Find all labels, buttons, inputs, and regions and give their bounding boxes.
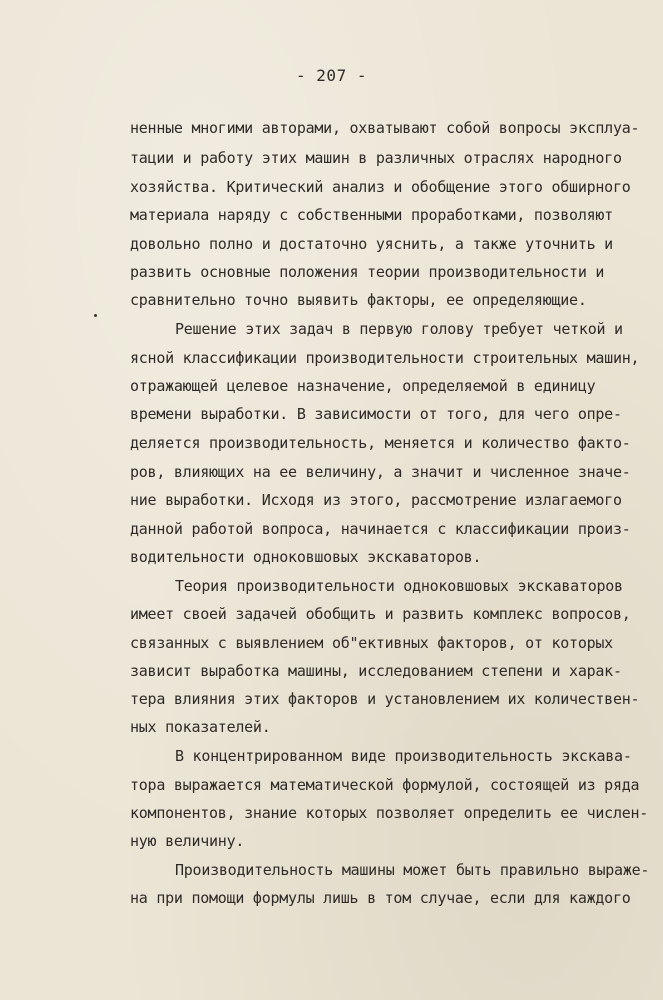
text-line: тации и работу этих машин в различных отраслях народного: [130, 149, 622, 167]
text-line: ную величину.: [130, 832, 245, 850]
text-line: связанных с выявлением об"ективных факторов, от которых: [130, 634, 613, 652]
text-line: тора выражается математической формулой, состоящей из ряда: [130, 776, 640, 794]
text-line: времени выработки. В зависимости от того, для чего опре-: [130, 405, 622, 423]
text-line: на при помощи формулы лишь в том случае, если для каждого: [130, 889, 631, 907]
text-line: довольно полно и достаточно уяснить, а также уточнить и: [130, 235, 613, 253]
paragraph-start-line: Производительность машины может быть правильно выраже-: [175, 861, 650, 879]
paragraph-start-line: В концентрированном виде производительность экскава-: [175, 747, 632, 765]
ink-speck: [94, 314, 97, 317]
text-line: данной работой вопроса, начинается с классификации произ-: [130, 520, 631, 538]
text-line: хозяйства. Критический анализ и обобщение этого обширного: [130, 178, 631, 196]
text-line: ненные многими авторами, охватывают собой вопросы эксплуа-: [130, 119, 640, 137]
text-line: ных показателей.: [130, 718, 271, 736]
text-line: материала наряду с собственными проработками, позволяют: [130, 206, 613, 224]
text-line: имеет своей задачей обобщить и развить комплекс вопросов,: [130, 605, 631, 623]
paragraph-start-line: Решение этих задач в первую голову требует четкой и: [175, 320, 623, 338]
text-line: развить основные положения теории производительности и: [130, 263, 605, 281]
text-line: сравнительно точно выявить факторы, ее определяющие.: [130, 291, 587, 309]
text-line: ние выработки. Исходя из этого, рассмотрение излагаемого: [130, 491, 622, 509]
text-line: компонентов, знание которых позволяет определить ее числен-: [130, 804, 649, 822]
text-line: водительности одноковшовых экскаваторов.: [130, 548, 482, 566]
text-line: деляется производительность, меняется и количество факто-: [130, 434, 631, 452]
paragraph-start-line: Теория производительности одноковшовых экскаваторов: [175, 577, 623, 595]
text-line: ясной классификации производительности строительных машин,: [130, 349, 640, 367]
text-line: зависит выработка машины, исследованием степени и харак-: [130, 662, 622, 680]
text-line: тера влияния этих факторов и установлением их количествен-: [130, 690, 640, 708]
text-line: ров, влияющих на ее величину, а значит и численное значе-: [130, 463, 631, 481]
page-number: - 207 -: [296, 66, 367, 85]
text-line: отражающей целевое назначение, определяемой в единицу: [130, 377, 596, 395]
